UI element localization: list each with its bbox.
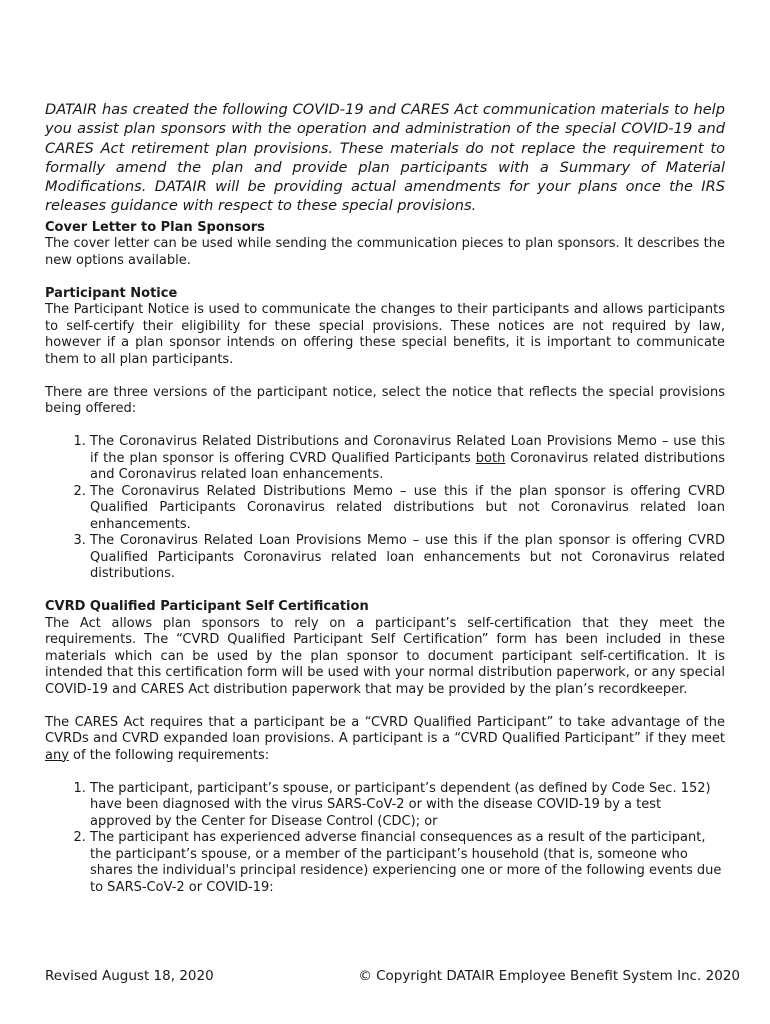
notice-versions-intro: There are three versions of the participant notice, select the notice that reflects the special provisions being offered: <box>45 384 725 417</box>
notice-versions-list <box>45 434 725 583</box>
document-page <box>45 100 725 896</box>
list-item: 1. The Coronavirus Related Distributions and Coronavirus Related Loan Provisions Memo – use this if the plan sponsor is offering CVRD Qualified Participants both Coronavirus related distributions and Coronavirus related loan enhancements. <box>90 434 725 484</box>
intro-paragraph: DATAIR has created the following COVID-19 and CARES Act communication materials to help you assist plan sponsors with the operation and administration of the special COVID-19 and CARES Act retirement plan provisions. These materials do not replace the requirement to formally amend the plan and provide plan participants with a Summary of Material Modifications. DATAIR will be providing actual amendments for your plans once the IRS releases guidance with respect to these special provisions. <box>45 101 725 215</box>
cvrd-heading: CVRD Qualified Participant Self Certification <box>45 599 369 615</box>
participant-notice-heading: Participant Notice <box>45 285 178 301</box>
list-item: 3. The Coronavirus Related Loan Provisions Memo – use this if the plan sponsor is offering CVRD Qualified Participants Coronavirus related loan enhancements but not Coronavirus related distributions. <box>90 533 725 583</box>
list-item: 1. The participant, participant’s spouse, or participant’s dependent (as defined by Code Sec. 152) have been diagnosed with the virus SARS-CoV-2 or with the disease COVID-19 by a test approved by the Center for Disease Control (CDC); or <box>90 781 725 831</box>
cvrd-body: The Act allows plan sponsors to rely on a participant’s self-certification that they meet the requirements. The “CVRD Qualified Participant Self Certification” form has been included in these materials which can be used by the plan sponsor to document participant self-certification. It is intended that this certification form will be used with your normal distribution paperwork, or any special COVID-19 and CARES Act distribution paperwork that may be provided by the plan’s recordkeeper. <box>45 615 725 697</box>
revised-date: Revised August 18, 2020 <box>45 968 214 984</box>
cover-letter-heading: Cover Letter to Plan Sponsors <box>45 219 265 235</box>
cvrd-requirements-list <box>45 781 725 897</box>
list-item: 2. The Coronavirus Related Distributions Memo – use this if the plan sponsor is offering CVRD Qualified Participants Coronavirus related distributions but not Coronavirus related loan enhancements. <box>90 484 725 534</box>
cvrd-requirements-intro: The CARES Act requires that a participant be a “CVRD Qualified Participant” to take advantage of the CVRDs and CVRD expanded loan provisions. A participant is a “CVRD Qualified Participant” if they meet any of the following requirements: <box>45 714 725 763</box>
copyright-notice: © Copyright DATAIR Employee Benefit System Inc. 2020 <box>358 968 740 984</box>
list-item: 2. The participant has experienced adverse financial consequences as a result of the participant, the participant’s spouse, or a member of the participant’s household (that is, someone who shares the individual's principal residence) experiencing one or more of the following events due to SARS-CoV-2 or COVID-19: <box>90 830 725 896</box>
participant-notice-body: The Participant Notice is used to communicate the changes to their participants and allows participants to self-certify their eligibility for these special provisions. These notices are not required by law, however if a plan sponsor intends on offering these special benefits, it is important to communicate them to all plan participants. <box>45 302 725 367</box>
cover-letter-body: The cover letter can be used while sending the communication pieces to plan sponsors. It describes the new options available. <box>45 236 725 268</box>
